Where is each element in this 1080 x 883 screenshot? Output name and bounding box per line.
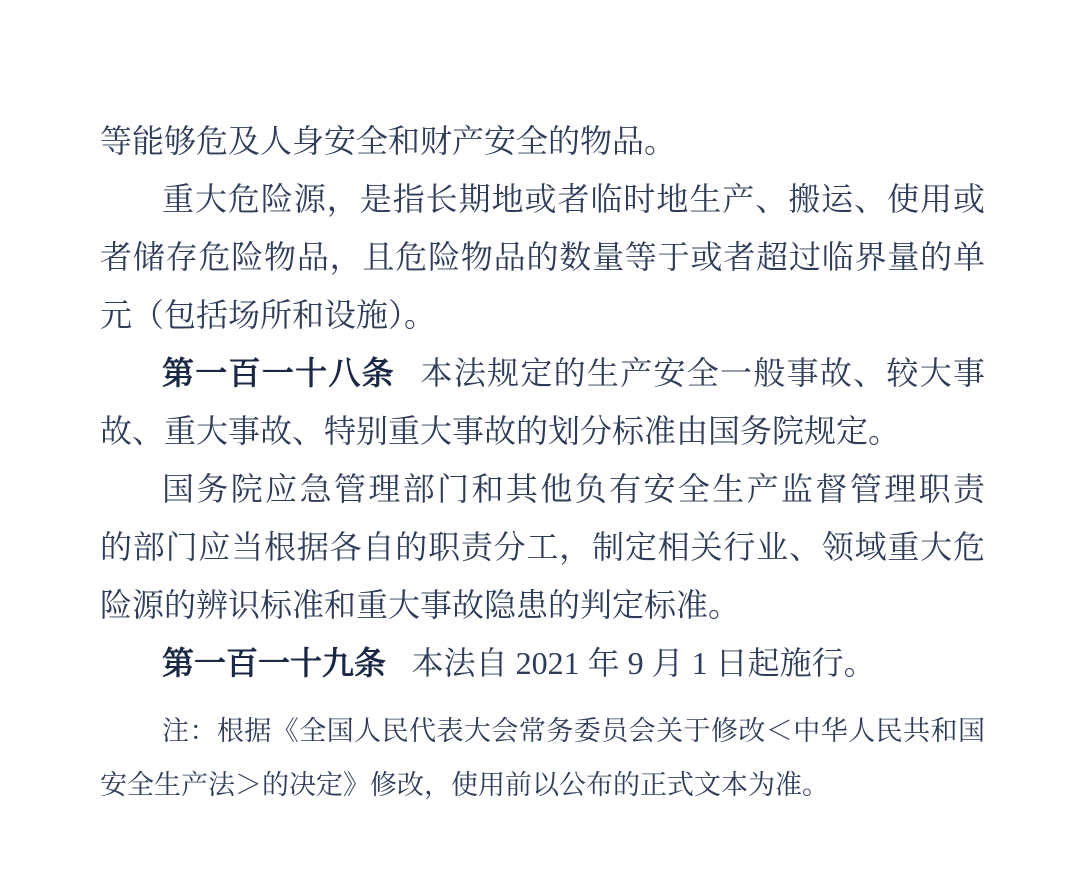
paragraph-state-council-line-2: 的部门应当根据各自的职责分工，制定相关行业、领域重大危 <box>100 529 985 565</box>
article-119-text: 本法自 2021 年 9 月 1 日起施行。 <box>411 645 876 681</box>
article-119-line <box>100 634 985 692</box>
footnote-line-2: 安全生产法＞的决定》修改，使用前以公布的正式文本为准。 <box>100 770 829 800</box>
paragraph-major-hazard-line-3: 元（包括场所和设施）。 <box>100 297 437 333</box>
article-118-text: 本法规定的生产安全一般事故、较大事 <box>420 355 985 391</box>
article-118-line-2: 故、重大事故、特别重大事故的划分标准由国务院规定。 <box>100 413 901 449</box>
article-119-number: 第一百一十九条 <box>162 645 387 681</box>
paragraph-state-council-line-1: 国务院应急管理部门和其他负有安全生产监督管理职责 <box>162 471 985 507</box>
paragraph-major-hazard-line-2: 者储存危险物品，且危险物品的数量等于或者超过临界量的单 <box>100 239 985 275</box>
paragraph-major-hazard-line-1: 重大危险源，是指长期地或者临时地生产、搬运、使用或 <box>162 181 985 217</box>
article-118-number: 第一百一十八条 <box>162 355 395 391</box>
paragraph-state-council-line-3: 险源的辨识标准和重大事故隐患的判定标准。 <box>100 587 741 623</box>
footnote-line-1: 注：根据《全国人民代表大会常务委员会关于修改＜中华人民共和国 <box>162 716 985 746</box>
article-118-line-1 <box>100 344 985 402</box>
paragraph-dangerous-items-last-line: 等能够危及人身安全和财产安全的物品。 <box>100 123 677 159</box>
